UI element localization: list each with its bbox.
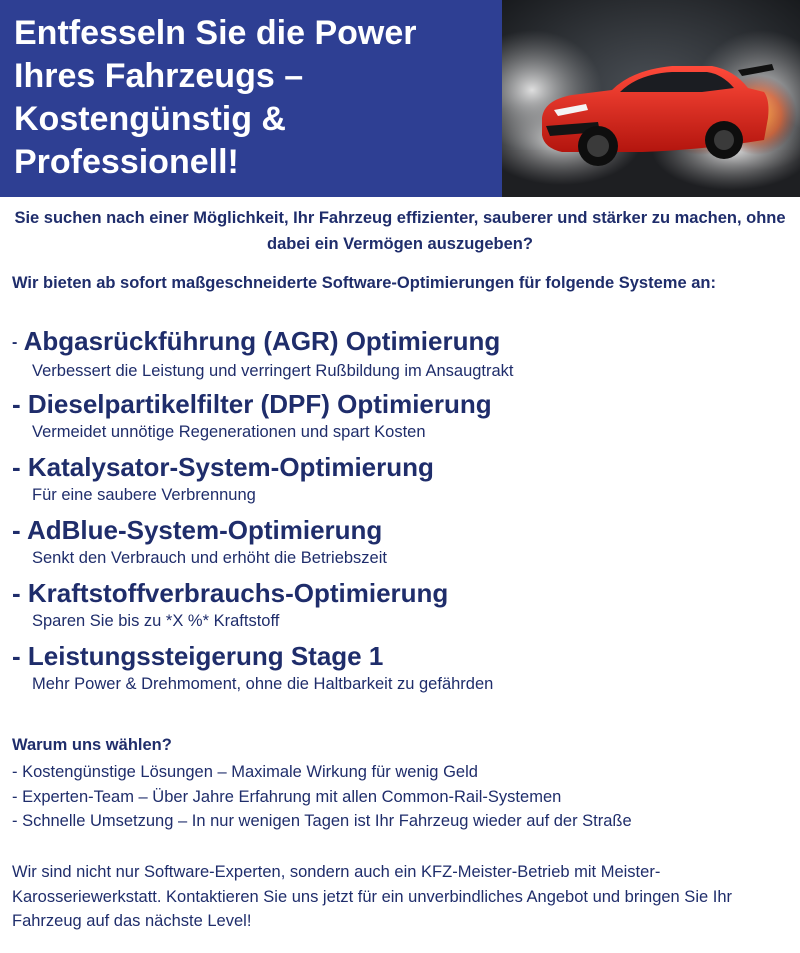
system-description: Senkt den Verbrauch und erhöht die Betriebszeit — [32, 549, 387, 567]
bullet-dash: - — [12, 641, 21, 671]
system-title: Abgasrückführung (AGR) Optimierung — [23, 326, 501, 356]
closing-paragraph: Wir sind nicht nur Software-Experten, sondern auch ein KFZ-Meister-Betrieb mit Meister-Karosseriewerkstatt. Kontaktieren Sie uns jetzt für ein unverbindliches Angebot und bringen Sie Ihr Fahrzeug auf das nächste Level! — [12, 863, 732, 930]
system-description: Sparen Sie bis zu *X %* Kraftstoff — [32, 612, 280, 630]
list-item — [12, 324, 792, 387]
system-title-row — [12, 324, 792, 360]
system-title: Dieselpartikelfilter (DPF) Optimierung — [27, 389, 492, 419]
hero-banner — [0, 0, 800, 197]
system-title: Leistungssteigerung Stage 1 — [27, 641, 384, 671]
list-item — [12, 387, 792, 450]
system-title: Kraftstoffverbrauchs-Optimierung — [27, 578, 449, 608]
system-title-row — [12, 513, 792, 547]
system-title-row — [12, 639, 792, 673]
list-item — [12, 576, 792, 639]
list-item: - Schnelle Umsetzung – In nur wenigen Tagen ist Ihr Fahrzeug wieder auf der Straße — [12, 812, 632, 830]
system-description: Vermeidet unnötige Regenerationen und spart Kosten — [32, 423, 426, 441]
system-list — [12, 324, 792, 702]
bullet-dash: - — [12, 452, 21, 482]
system-title-row — [12, 576, 792, 610]
hero-car-image — [502, 0, 800, 197]
system-title: AdBlue-System-Optimierung — [26, 515, 383, 545]
system-description: Für eine saubere Verbrennung — [32, 486, 256, 504]
why-heading: Warum uns wählen? — [12, 736, 172, 754]
system-description: Mehr Power & Drehmoment, ohne die Haltbarkeit zu gefährden — [32, 675, 494, 693]
list-item — [12, 513, 792, 576]
offer-intro: Wir bieten ab sofort maßgeschneiderte Software-Optimierungen für folgende Systeme an: — [12, 274, 716, 292]
bullet-dash: - — [12, 578, 21, 608]
bullet-dash: - — [12, 515, 21, 545]
hero-title-panel — [0, 0, 502, 197]
list-item — [12, 639, 792, 702]
intro-question: Sie suchen nach einer Möglichkeit, Ihr Fahrzeug effizienter, sauberer und stärker zu machen, ohne dabei ein Vermögen auszugeben? — [14, 209, 786, 253]
reasons-list — [12, 760, 792, 834]
list-item: - Experten-Team – Über Jahre Erfahrung mit allen Common-Rail-Systemen — [12, 787, 562, 806]
list-item — [12, 450, 792, 513]
system-title-row — [12, 387, 792, 421]
system-title: Katalysator-System-Optimierung — [27, 452, 434, 482]
car-illustration — [502, 0, 800, 197]
list-item: - Kostengünstige Lösungen – Maximale Wirkung für wenig Geld — [12, 763, 478, 781]
bullet-dash: - — [12, 389, 21, 419]
bullet-dash: - — [12, 334, 18, 351]
system-title-row — [12, 450, 792, 484]
hero-title: Entfesseln Sie die Power Ihres Fahrzeugs – Kostengünstig & Professionell! — [14, 14, 417, 181]
system-description: Verbessert die Leistung und verringert Rußbildung im Ansaugtrakt — [32, 362, 514, 380]
